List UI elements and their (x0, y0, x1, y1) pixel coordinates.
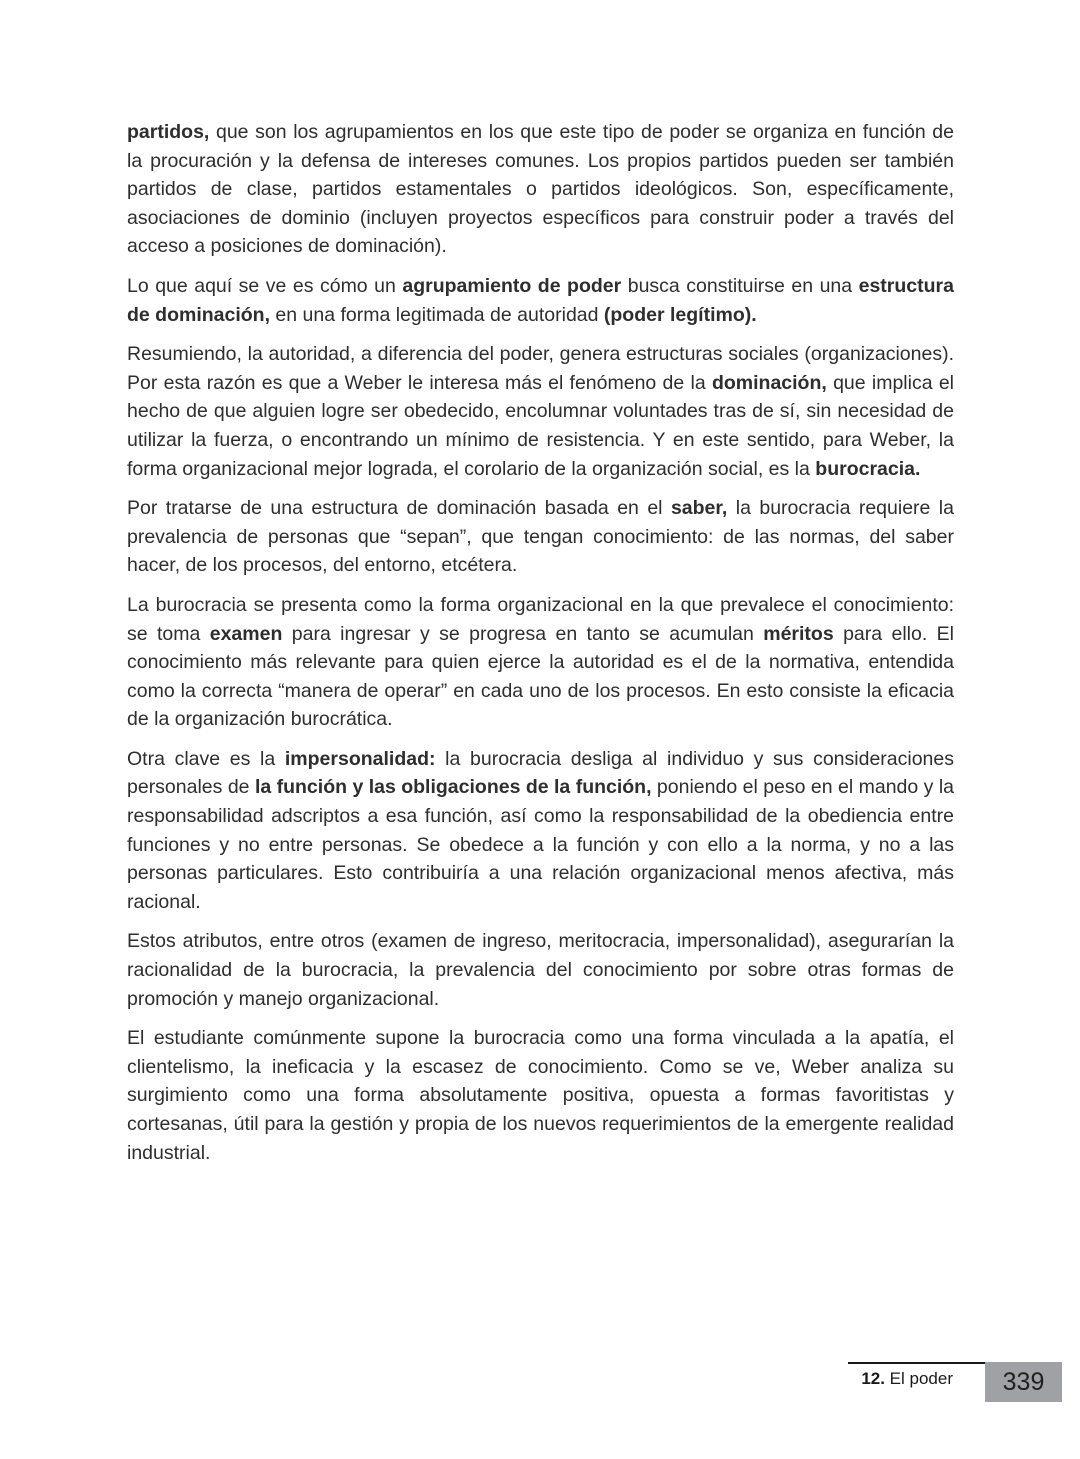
paragraph (127, 494, 954, 580)
text-run: Otra clave es la (127, 747, 285, 770)
paragraph (127, 340, 954, 483)
text-run: El estudiante comúnmente supone la burocracia como una forma vinculada a la apatía, el clientelismo, la ineficacia y la escasez de conocimiento. Como se ve, Weber analiza su surgimiento como una forma absolutamente positiva, opuesta a formas favoritistas y cortesanas, útil para la gestión y propia de los nuevos requerimientos de la emergente realidad industrial. (127, 1027, 954, 1164)
page-number-badge (985, 1362, 1062, 1402)
bold-text-run: impersonalidad: (284, 747, 436, 770)
text-run: para ello. El conocimiento más relevante para quien ejerce la autoridad es el de la normativa, entendida como la correcta “manera de operar” en cada uno de los procesos. En esto consiste la eficacia de la organización burocrática. (127, 622, 954, 731)
text-run: la burocracia desliga al individuo y sus consideraciones personales de (127, 747, 954, 799)
bold-text-run: dominación, (711, 371, 827, 394)
chapter-number: 12. (861, 1369, 885, 1388)
paragraph (127, 272, 954, 329)
bold-text-run: saber, (670, 497, 728, 520)
paragraph (127, 745, 954, 917)
paragraph (127, 927, 954, 1013)
bold-text-run: burocracia. (815, 457, 921, 480)
text-run: poniendo el peso en el mando y la responsabilidad adscriptos a esa función, así como la responsabilidad de la obediencia entre funciones y no entre personas. Se obedece a la función y con ello a la norma, y no a las personas particulares. Esto contribuiría a una relación organizacional menos afectiva, más racional. (127, 776, 954, 913)
text-run: que son los agrupamientos en los que este tipo de poder se organiza en función de la procuración y la defensa de intereses comunes. Los propios partidos pueden ser también partidos de clase, partidos estamentales o partidos ideológicos. Son, específicamente, asociaciones de dominio (incluyen proyectos específicos para construir poder a través del acceso a posiciones de dominación). (127, 121, 954, 258)
text-run: Por tratarse de una estructura de dominación basada en el (127, 497, 671, 520)
bold-text-run: estructura de dominación, (127, 274, 954, 326)
text-run: Lo que aquí se ve es cómo un (127, 274, 403, 297)
text-run: para ingresar y se progresa en tanto se acumulan (282, 622, 764, 645)
text-run: Estos atributos, entre otros (examen de ingreso, meritocracia, impersonalidad), asegurarían la racionalidad de la burocracia, la prevalencia del conocimiento por sobre otras formas de promoción y manejo organizacional. (127, 930, 954, 1010)
chapter-reference (848, 1362, 985, 1389)
bold-text-run: agrupamiento de poder (402, 274, 622, 297)
bold-text-run: partidos, (127, 121, 216, 143)
page-footer (848, 1362, 1062, 1402)
bold-text-run: méritos (763, 622, 834, 645)
chapter-title: El poder (884, 1369, 953, 1388)
bold-text-run: (poder legítimo). (603, 303, 757, 326)
text-run: busca constituirse en una (621, 274, 859, 297)
bold-text-run: examen (209, 622, 283, 645)
paragraph (127, 1024, 954, 1167)
text-run: la burocracia requiere la prevalencia de personas que “sepan”, que tengan conocimiento: de las normas, del saber hacer, de los procesos, del entorno, etcétera. (127, 497, 954, 577)
paragraph (127, 118, 954, 261)
paragraph (127, 591, 954, 734)
page-number: 339 (1002, 1367, 1045, 1396)
page-content (127, 118, 954, 1178)
text-run: en una forma legitimada de autoridad (270, 303, 604, 326)
text-run: Resumiendo, la autoridad, a diferencia del poder, genera estructuras sociales (organizaciones). Por esta razón es que a Weber le interesa más el fenómeno de la (127, 343, 954, 394)
bold-text-run: la función y las obligaciones de la función, (254, 776, 652, 799)
text-run: La burocracia se presenta como la forma organizacional en la que prevalece el conocimiento: se toma (127, 593, 954, 645)
text-run: que implica el hecho de que alguien logre ser obedecido, encolumnar voluntades tras de sí, sin necesidad de utilizar la fuerza, o encontrando un mínimo de resistencia. Y en este sentido, para Weber, la forma organizacional mejor lograda, el corolario de la organización social, es la (127, 371, 954, 480)
